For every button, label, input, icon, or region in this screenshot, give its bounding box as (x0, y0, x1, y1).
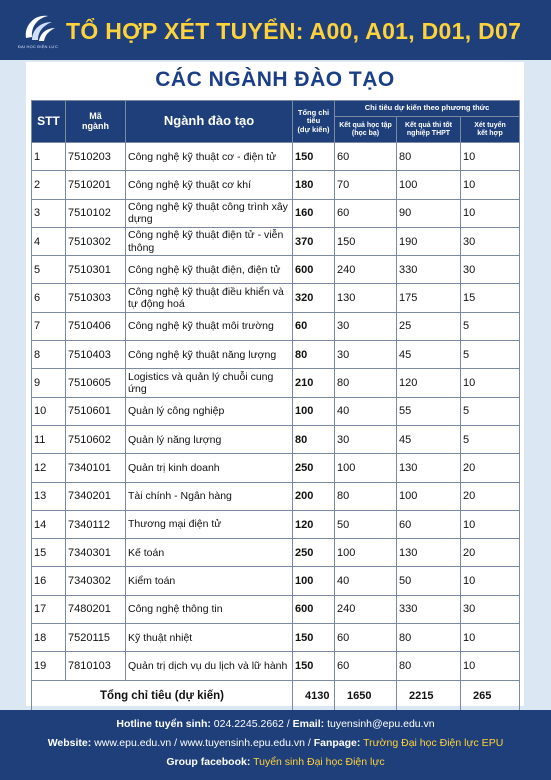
group-value[interactable]: Tuyển sinh Đại học Điện lực (253, 756, 385, 768)
row-stt: 19 (32, 652, 66, 680)
row-combined: 10 (461, 143, 520, 171)
row-combined: 20 (461, 539, 520, 567)
row-transcript: 70 (335, 171, 397, 199)
table-row (32, 454, 520, 482)
row-total: 200 (293, 482, 335, 510)
row-total: 60 (293, 312, 335, 340)
row-transcript: 30 (335, 312, 397, 340)
row-stt: 15 (32, 539, 66, 567)
row-transcript: 30 (335, 425, 397, 453)
table-row (32, 284, 520, 312)
header-total (293, 101, 335, 143)
row-code: 7340301 (66, 539, 126, 567)
row-major: Công nghệ kỹ thuật điện tử - viễn thông (126, 227, 293, 255)
row-major: Kỹ thuật nhiệt (126, 624, 293, 652)
row-stt: 10 (32, 397, 66, 425)
row-stt: 12 (32, 454, 66, 482)
row-transcript: 130 (335, 284, 397, 312)
majors-table-body (32, 143, 520, 681)
row-major: Quản lý năng lượng (126, 425, 293, 453)
table-row (32, 567, 520, 595)
row-stt: 5 (32, 256, 66, 284)
header-total-line1: Tổng chỉ (297, 108, 330, 118)
header-total-line2: tiêu (306, 116, 321, 126)
total-quota: 4130 (293, 680, 335, 711)
row-combined: 10 (461, 199, 520, 227)
table-row (32, 624, 520, 652)
row-exam: 80 (397, 143, 461, 171)
content-frame (0, 60, 551, 710)
row-combined: 30 (461, 595, 520, 623)
header-m3-line1: Xét tuyển (474, 121, 506, 129)
total-transcript: 1650 (335, 680, 397, 711)
row-major: Thương mại điện tử (126, 510, 293, 538)
row-major: Kiểm toán (126, 567, 293, 595)
row-exam: 190 (397, 227, 461, 255)
row-code: 7510303 (66, 284, 126, 312)
row-stt: 2 (32, 171, 66, 199)
row-exam: 60 (397, 510, 461, 538)
row-transcript: 60 (335, 199, 397, 227)
row-combined: 10 (461, 369, 520, 397)
row-total: 320 (293, 284, 335, 312)
table-row (32, 199, 520, 227)
header-m2-line1: Kết quả thi tốt (404, 121, 453, 129)
table-row (32, 652, 520, 680)
row-stt: 16 (32, 567, 66, 595)
row-code: 7510403 (66, 341, 126, 369)
row-transcript: 240 (335, 256, 397, 284)
email-label: Email: (292, 718, 325, 730)
header-major: Ngành đào tạo (126, 101, 293, 143)
row-transcript: 240 (335, 595, 397, 623)
row-transcript: 60 (335, 624, 397, 652)
table-row (32, 341, 520, 369)
total-exam: 2215 (397, 680, 461, 711)
row-code: 7520115 (66, 624, 126, 652)
row-combined: 20 (461, 482, 520, 510)
row-transcript: 60 (335, 143, 397, 171)
content-panel (26, 62, 524, 706)
row-exam: 90 (397, 199, 461, 227)
row-stt: 8 (32, 341, 66, 369)
row-total: 210 (293, 369, 335, 397)
header-code-line1: Mã (89, 110, 102, 121)
header-code (66, 101, 126, 143)
row-transcript: 30 (335, 341, 397, 369)
row-exam: 80 (397, 652, 461, 680)
website-value[interactable]: www.epu.edu.vn / www.tuyensinh.epu.edu.vn (94, 737, 305, 749)
row-stt: 3 (32, 199, 66, 227)
row-transcript: 60 (335, 652, 397, 680)
header-method-exam (397, 117, 461, 143)
row-combined: 15 (461, 284, 520, 312)
row-exam: 100 (397, 171, 461, 199)
row-total: 100 (293, 397, 335, 425)
combination-title: TỔ HỢP XÉT TUYỂN: A00, A01, D01, D07 (66, 18, 522, 44)
row-exam: 25 (397, 312, 461, 340)
row-total: 150 (293, 652, 335, 680)
row-code: 7510601 (66, 397, 126, 425)
row-transcript: 40 (335, 397, 397, 425)
website-label: Website: (47, 737, 92, 749)
row-combined: 5 (461, 312, 520, 340)
row-code: 7510605 (66, 369, 126, 397)
row-total: 160 (293, 199, 335, 227)
row-stt: 13 (32, 482, 66, 510)
row-total: 250 (293, 539, 335, 567)
header-method-transcript (335, 117, 397, 143)
footer-line-web (0, 737, 551, 749)
header-method-combined (461, 117, 520, 143)
row-total: 80 (293, 341, 335, 369)
row-major: Công nghệ kỹ thuật công trình xây dựng (126, 199, 293, 227)
fanpage-label: Fanpage: (313, 737, 361, 749)
total-label: Tổng chỉ tiêu (dự kiến) (32, 680, 293, 711)
header-m3-line2: kết hợp (477, 129, 503, 137)
row-exam: 330 (397, 256, 461, 284)
logo-caption: ĐẠI HỌC ĐIỆN LỰC (17, 44, 59, 49)
header-m1-line2: (học bạ) (351, 129, 380, 137)
separator: / (286, 718, 293, 730)
row-major: Công nghệ kỹ thuật năng lượng (126, 341, 293, 369)
footer-line-hotline (0, 718, 551, 730)
table-row (32, 171, 520, 199)
contact-footer (0, 710, 551, 780)
table-row (32, 227, 520, 255)
row-stt: 11 (32, 425, 66, 453)
row-combined: 5 (461, 341, 520, 369)
table-row (32, 510, 520, 538)
top-banner (0, 0, 551, 60)
row-code: 7510301 (66, 256, 126, 284)
fanpage-value[interactable]: Trường Đại học Điện lực EPU (363, 737, 504, 749)
table-row (32, 256, 520, 284)
row-major: Logistics và quản lý chuỗi cung ứng (126, 369, 293, 397)
row-code: 7480201 (66, 595, 126, 623)
hotline-label: Hotline tuyển sinh: (116, 718, 211, 730)
row-code: 7340201 (66, 482, 126, 510)
row-total: 150 (293, 624, 335, 652)
row-total: 80 (293, 425, 335, 453)
row-combined: 10 (461, 171, 520, 199)
row-total: 180 (293, 171, 335, 199)
table-row (32, 425, 520, 453)
table-row (32, 369, 520, 397)
row-exam: 330 (397, 595, 461, 623)
row-code: 7510203 (66, 143, 126, 171)
row-major: Tài chính - Ngân hàng (126, 482, 293, 510)
majors-table (31, 100, 520, 712)
email-value[interactable]: tuyensinh@epu.edu.vn (327, 718, 435, 730)
row-exam: 45 (397, 425, 461, 453)
row-stt: 4 (32, 227, 66, 255)
row-code: 7810103 (66, 652, 126, 680)
row-code: 7340302 (66, 567, 126, 595)
table-row (32, 143, 520, 171)
row-exam: 100 (397, 482, 461, 510)
row-stt: 18 (32, 624, 66, 652)
row-major: Công nghệ kỹ thuật cơ khí (126, 171, 293, 199)
row-code: 7340112 (66, 510, 126, 538)
row-major: Công nghệ kỹ thuật cơ - điện tử (126, 143, 293, 171)
row-combined: 10 (461, 652, 520, 680)
row-combined: 10 (461, 624, 520, 652)
header-m1-line1: Kết quả học tập (339, 121, 392, 129)
row-code: 7340101 (66, 454, 126, 482)
row-stt: 17 (32, 595, 66, 623)
table-total-row (32, 680, 520, 711)
row-major: Quản trị kinh doanh (126, 454, 293, 482)
row-code: 7510201 (66, 171, 126, 199)
row-stt: 1 (32, 143, 66, 171)
row-exam: 80 (397, 624, 461, 652)
row-exam: 130 (397, 539, 461, 567)
header-stt: STT (32, 101, 66, 143)
row-combined: 30 (461, 256, 520, 284)
row-stt: 14 (32, 510, 66, 538)
table-row (32, 482, 520, 510)
row-combined: 30 (461, 227, 520, 255)
row-total: 600 (293, 595, 335, 623)
row-code: 7510302 (66, 227, 126, 255)
row-total: 100 (293, 567, 335, 595)
row-major: Quản trị dịch vụ du lịch và lữ hành (126, 652, 293, 680)
header-total-line3: (dự kiến) (297, 124, 330, 134)
row-major: Quản lý công nghiệp (126, 397, 293, 425)
row-exam: 175 (397, 284, 461, 312)
row-combined: 5 (461, 397, 520, 425)
row-exam: 130 (397, 454, 461, 482)
table-row (32, 595, 520, 623)
row-transcript: 100 (335, 539, 397, 567)
row-major: Công nghệ kỹ thuật điều khiển và tự động hoá (126, 284, 293, 312)
row-total: 370 (293, 227, 335, 255)
row-transcript: 50 (335, 510, 397, 538)
header-m2-line2: nghiệp THPT (406, 129, 451, 137)
logo-icon (18, 10, 60, 46)
total-combined: 265 (461, 680, 520, 711)
row-transcript: 80 (335, 369, 397, 397)
header-code-line2: ngành (82, 120, 109, 131)
row-code: 7510102 (66, 199, 126, 227)
row-combined: 5 (461, 425, 520, 453)
row-exam: 45 (397, 341, 461, 369)
row-stt: 7 (32, 312, 66, 340)
row-code: 7510602 (66, 425, 126, 453)
header-method-group: Chỉ tiêu dự kiến theo phương thức (335, 101, 520, 117)
row-exam: 55 (397, 397, 461, 425)
hotline-value[interactable]: 024.2245.2662 (213, 718, 284, 730)
row-stt: 9 (32, 369, 66, 397)
table-row (32, 312, 520, 340)
section-title: CÁC NGÀNH ĐÀO TẠO (155, 68, 395, 91)
row-code: 7510406 (66, 312, 126, 340)
row-combined: 20 (461, 454, 520, 482)
row-transcript: 150 (335, 227, 397, 255)
footer-line-group (0, 756, 551, 768)
row-exam: 120 (397, 369, 461, 397)
row-total: 250 (293, 454, 335, 482)
row-major: Công nghệ kỹ thuật môi trường (126, 312, 293, 340)
row-combined: 10 (461, 510, 520, 538)
row-total: 120 (293, 510, 335, 538)
row-transcript: 80 (335, 482, 397, 510)
row-total: 150 (293, 143, 335, 171)
row-transcript: 100 (335, 454, 397, 482)
row-stt: 6 (32, 284, 66, 312)
row-major: Công nghệ thông tin (126, 595, 293, 623)
row-transcript: 40 (335, 567, 397, 595)
row-exam: 50 (397, 567, 461, 595)
table-row (32, 397, 520, 425)
table-row (32, 539, 520, 567)
separator: / (307, 737, 314, 749)
row-total: 600 (293, 256, 335, 284)
group-label: Group facebook: (166, 756, 251, 768)
row-major: Kế toán (126, 539, 293, 567)
row-combined: 10 (461, 567, 520, 595)
row-major: Công nghệ kỹ thuật điện, điện tử (126, 256, 293, 284)
